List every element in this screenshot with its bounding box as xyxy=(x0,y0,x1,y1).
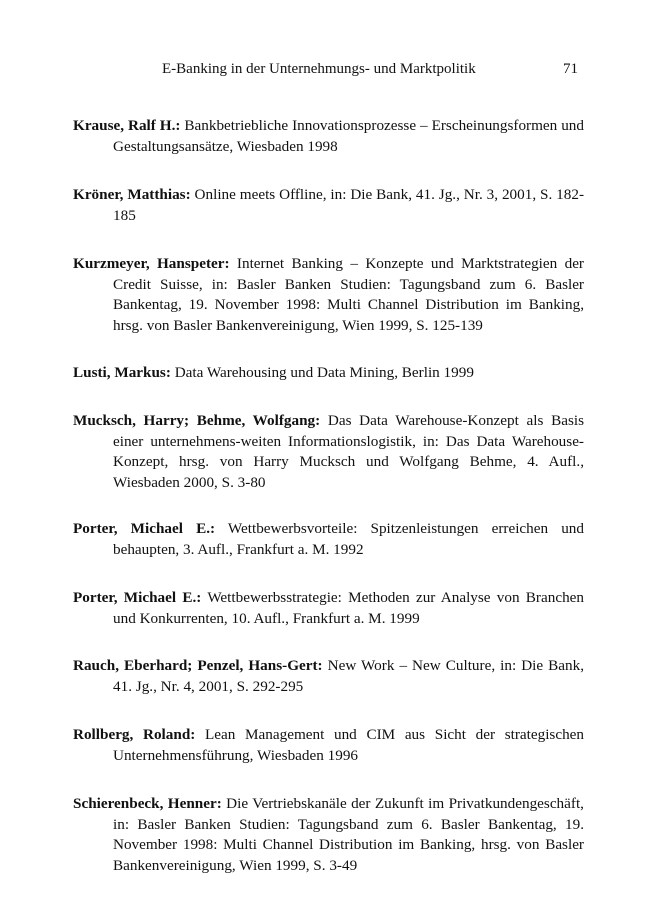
bibliography-entry xyxy=(73,254,584,336)
entry-author: Rollberg, Roland: xyxy=(73,726,196,743)
entry-author: Lusti, Markus: xyxy=(73,364,171,381)
entry-text: Das Data Warehouse-Konzept als Basis einer unternehmens-weiten Informationslogistik, in: Das Data Warehouse-Konzept, hrsg. von Harry Mucksch und Wolfgang Behme, 4. Aufl., Wiesbaden 2000, S. 3-80 xyxy=(113,412,584,491)
bibliography-entry xyxy=(73,185,584,226)
entry-author: Rauch, Eberhard; Penzel, Hans-Gert: xyxy=(73,657,323,674)
entry-author: Schierenbeck, Henner: xyxy=(73,795,222,812)
entry-text: Wettbewerbsvorteile: Spitzenleistungen erreichen und behaupten, 3. Aufl., Frankfurt a. M. 1992 xyxy=(113,520,584,558)
bibliography-entry xyxy=(73,519,584,560)
entry-author: Mucksch, Harry; Behme, Wolfgang: xyxy=(73,412,321,429)
bibliography-entry xyxy=(73,116,584,157)
running-title: E-Banking in der Unternehmungs- und Marktpolitik xyxy=(162,61,476,77)
entry-author: Porter, Michael E.: xyxy=(73,589,202,606)
entry-author: Krause, Ralf H.: xyxy=(73,117,181,134)
entry-author: Kröner, Matthias: xyxy=(73,186,191,203)
entry-author: Kurzmeyer, Hanspeter: xyxy=(73,255,230,272)
bibliography-entry xyxy=(73,588,584,629)
bibliography-entry xyxy=(73,363,584,384)
bibliography-entry xyxy=(73,725,584,766)
entry-text: Online meets Offline, in: Die Bank, 41. Jg., Nr. 3, 2001, S. 182-185 xyxy=(113,186,585,224)
entry-text: Wettbewerbsstrategie: Methoden zur Analyse von Branchen und Konkurrenten, 10. Aufl., Frankfurt a. M. 1999 xyxy=(113,589,584,627)
entry-text: Data Warehousing und Data Mining, Berlin 1999 xyxy=(170,364,474,381)
entry-text: New Work – New Culture, in: Die Bank, 41. Jg., Nr. 4, 2001, S. 292-295 xyxy=(113,657,584,695)
bibliography-entry xyxy=(73,411,584,493)
page-number: 71 xyxy=(563,61,578,77)
bibliography-entry xyxy=(73,794,584,876)
entry-text: Internet Banking – Konzepte und Marktstrategien der Credit Suisse, in: Basler Banken Studien: Tagungsband zum 6. Basler Bankentag, 19. November 1998: Multi Channel Distribution im Banking, hrsg. von Basler Bankenvereinigung, Wien 1999, S. 125-139 xyxy=(113,255,584,334)
bibliography-entry xyxy=(73,656,584,697)
entry-text: Lean Management und CIM aus Sicht der strategischen Unternehmensführung, Wiesbaden 1996 xyxy=(113,726,584,764)
entry-text: Bankbetriebliche Innovationsprozesse – Erscheinungsformen und Gestaltungsansätze, Wiesbaden 1998 xyxy=(113,117,584,155)
entry-author: Porter, Michael E.: xyxy=(73,520,216,537)
entry-text: Die Vertriebskanäle der Zukunft im Privatkundengeschäft, in: Basler Banken Studien: Tagungsband zum 6. Basler Bankentag, 19. November 1998: Multi Channel Distribution im Banking, hrsg. von Basler Bankenvereinigung, Wien 1999, S. 3-49 xyxy=(113,795,584,874)
